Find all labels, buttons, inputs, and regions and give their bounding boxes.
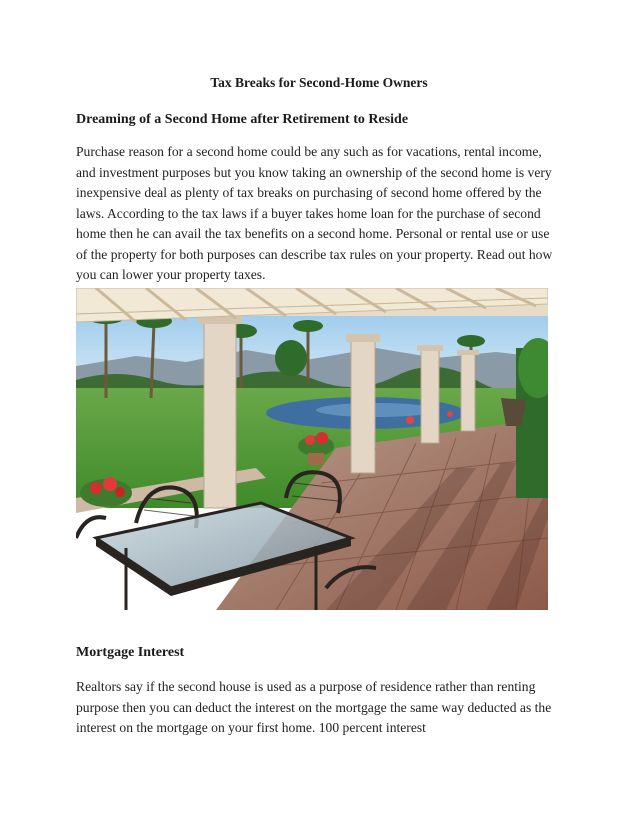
section-heading-second-home: Dreaming of a Second Home after Retirement to Reside	[76, 112, 409, 127]
section-body-second-home: Purchase reason for a second home could be any such as for vacations, rental income, and investment purposes but you know taking an ownership of the second home is very inexpensive deal as plenty of tax breaks on purchasing of second home offered by the laws. According to the tax laws if a buyer takes home loan for the purchase of second home then he can avail the tax benefits on a second home. Personal or rental use or use of the property for both purposes can describe tax rules on your property. Read out how you can lower your property taxes.	[76, 144, 553, 282]
section-body-mortgage-interest: Realtors say if the second house is used as a purpose of residence rather than renting purpose then you can deduct the interest on the mortgage the same way deducted as the interest on the mortgage on your first home. 100 percent interest	[76, 679, 552, 735]
patio-photo	[76, 288, 548, 610]
section-heading-mortgage-interest: Mortgage Interest	[76, 645, 185, 660]
document-title: Tax Breaks for Second-Home Owners	[210, 75, 428, 90]
